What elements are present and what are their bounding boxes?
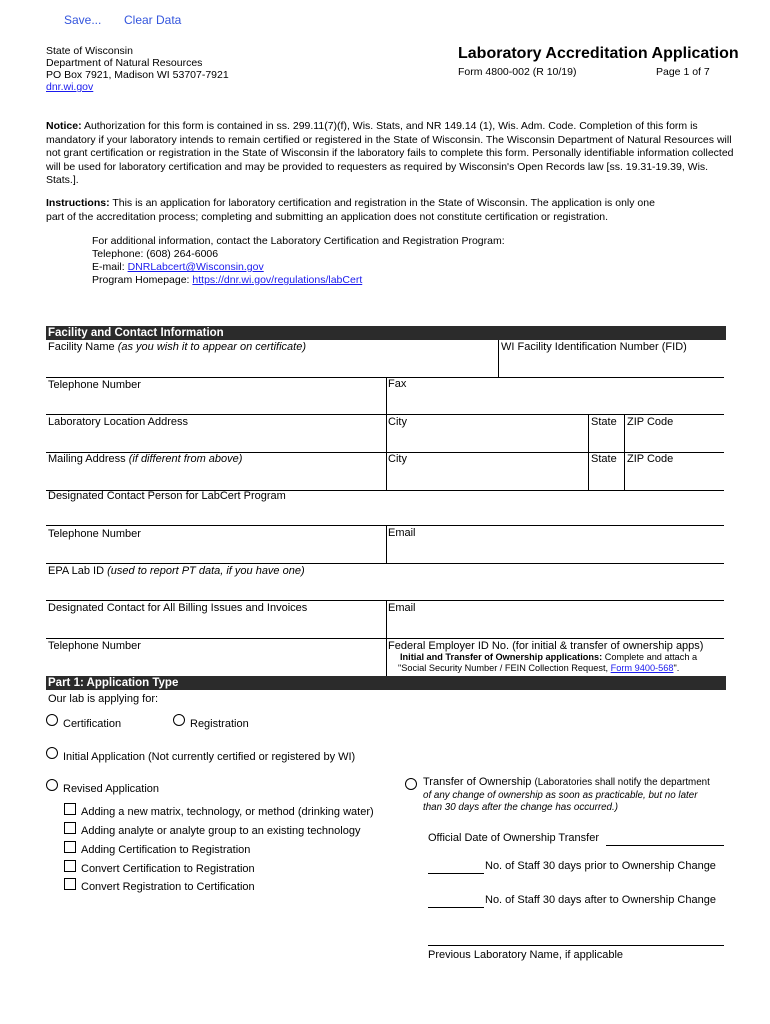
notice-paragraph [46, 120, 736, 188]
revised-option-label: Adding a new matrix, technology, or method (drinking water) [81, 806, 374, 818]
fein-note-bold: Initial and Transfer of Ownership applications: [400, 652, 603, 662]
contact-telephone-label[interactable]: Telephone Number [48, 528, 141, 540]
form-number: Form 4800-002 (R 10/19) [458, 66, 577, 78]
fein-note-end: ". [673, 663, 680, 673]
certification-radio[interactable] [46, 714, 58, 726]
zip-label[interactable]: ZIP Code [627, 416, 674, 428]
staff-prior-field[interactable] [428, 873, 484, 874]
revised-option-checkbox[interactable] [64, 822, 76, 834]
staff-prior-label: No. of Staff 30 days prior to Ownership Change [485, 860, 716, 872]
contact-email-line [92, 261, 264, 274]
transfer-note-1: (Laboratories shall notify the department [534, 777, 710, 788]
divider [46, 638, 724, 639]
staff-after-label: No. of Staff 30 days after to Ownership Change [485, 894, 716, 906]
mailing-address-note: (if different from above) [128, 453, 243, 465]
transfer-ownership-label [423, 776, 710, 788]
revised-application-radio[interactable] [46, 779, 58, 791]
certification-label: Certification [63, 718, 122, 730]
fid-label[interactable]: WI Facility Identification Number (FID) [501, 341, 687, 353]
instructions-label: Instructions: [46, 197, 110, 209]
billing-telephone-label[interactable]: Telephone Number [48, 640, 141, 652]
contact-homepage-link[interactable]: https://dnr.wi.gov/regulations/labCert [192, 274, 363, 286]
agency-link[interactable]: dnr.wi.gov [46, 81, 94, 93]
registration-label: Registration [190, 718, 249, 730]
revised-option-checkbox[interactable] [64, 878, 76, 890]
revised-option-label: Convert Registration to Certification [81, 881, 255, 893]
fax-label[interactable]: Fax [388, 378, 407, 390]
divider [46, 563, 724, 564]
previous-name-field[interactable] [428, 945, 724, 946]
facility-name-label[interactable] [48, 341, 306, 353]
mailing-state-label[interactable]: State [591, 453, 617, 465]
fein-note-line-2 [398, 663, 679, 673]
page-number: Page 1 of 7 [656, 66, 710, 78]
mailing-address-label[interactable] [48, 453, 242, 465]
notice-label: Notice: [46, 120, 82, 132]
form-title: Laboratory Accreditation Application [458, 45, 739, 62]
billing-email-label[interactable]: Email [388, 602, 416, 614]
city-label[interactable]: City [388, 416, 407, 428]
registration-radio[interactable] [173, 714, 185, 726]
revised-option-label: Convert Certification to Registration [81, 863, 255, 875]
facility-name-note: (as you wish it to appear on certificate) [117, 341, 306, 353]
official-date-label: Official Date of Ownership Transfer [428, 832, 599, 844]
divider [386, 525, 387, 563]
fein-note-text-2: "Social Security Number / FEIN Collection Request, [398, 663, 611, 673]
part1-prompt: Our lab is applying for: [48, 693, 159, 705]
divider [46, 377, 724, 378]
facility-name-text: Facility Name [48, 341, 115, 353]
revised-option-label: Adding analyte or analyte group to an existing technology [81, 825, 361, 837]
staff-after-field[interactable] [428, 907, 484, 908]
instructions-text: This is an application for laboratory certification and registration in the State of Wisconsin. The application is only one part of the accreditation process; completing and submitting an application does not constitute certification or registration. [46, 197, 655, 223]
clear-data-button[interactable]: Clear Data [124, 13, 182, 27]
transfer-note-3: than 30 days after the change has occurred.) [423, 802, 618, 813]
facility-section-header: Facility and Contact Information [46, 326, 726, 340]
revised-option-checkbox[interactable] [64, 860, 76, 872]
contact-telephone: Telephone: (608) 264-6006 [92, 248, 219, 260]
epa-lab-id-text: EPA Lab ID [48, 565, 105, 577]
agency-line-3: PO Box 7921, Madison WI 53707-7921 [46, 69, 229, 81]
agency-line-1: State of Wisconsin [46, 45, 133, 57]
contact-email-prefix: E-mail: [92, 261, 128, 273]
revised-option-checkbox[interactable] [64, 803, 76, 815]
fein-label[interactable]: Federal Employer ID No. (for initial & transfer of ownership apps) [388, 640, 704, 652]
agency-line-2: Department of Natural Resources [46, 57, 203, 69]
epa-lab-id-label[interactable] [48, 565, 305, 577]
state-label[interactable]: State [591, 416, 617, 428]
initial-application-label: Initial Application (Not currently certified or registered by WI) [63, 751, 356, 763]
revised-option-label: Adding Certification to Registration [81, 844, 251, 856]
location-address-label[interactable]: Laboratory Location Address [48, 416, 189, 428]
divider [498, 340, 499, 377]
divider [46, 525, 724, 526]
epa-lab-id-note: (used to report PT data, if you have one) [107, 565, 305, 577]
revised-application-label: Revised Application [63, 783, 160, 795]
notice-text: Authorization for this form is contained in ss. 299.11(7)(f), Wis. Stats, and NR 149.14 (1), Wis. Adm. Code. Completion of this form is mandatory if your laboratory intends to remain certified or registered in the State of Wisconsin. The Wisconsin Department of Natural Resources will not grant certification or registration in the State of Wisconsin if the laboratory fails to complete this form. Personally identifiable information collected will be used for laboratory certification and may be provided to requesters as required by Wisconsin's Open Records law [ss. 19.31-19.39, Wis. Stats.]. [46, 120, 734, 186]
billing-contact-label[interactable]: Designated Contact for All Billing Issues and Invoices [48, 602, 308, 614]
fein-note-text: Complete and attach a [602, 652, 698, 662]
designated-contact-label[interactable]: Designated Contact Person for LabCert Program [48, 490, 286, 502]
divider [46, 600, 724, 601]
save-button[interactable]: Save... [64, 13, 102, 27]
initial-application-radio[interactable] [46, 747, 58, 759]
contact-email-link[interactable]: DNRLabcert@Wisconsin.gov [127, 261, 264, 273]
contact-email-label[interactable]: Email [388, 527, 416, 539]
transfer-ownership-text: Transfer of Ownership [423, 776, 532, 788]
transfer-ownership-radio[interactable] [405, 778, 417, 790]
divider [386, 377, 387, 414]
mailing-city-label[interactable]: City [388, 453, 407, 465]
transfer-note-2: of any change of ownership as soon as practicable, but no later [423, 790, 698, 801]
divider [46, 414, 724, 415]
telephone-label[interactable]: Telephone Number [48, 379, 141, 391]
fein-note-line-1 [400, 652, 697, 662]
instructions-paragraph [46, 197, 666, 224]
contact-homepage-line [92, 274, 362, 287]
contact-homepage-prefix: Program Homepage: [92, 274, 193, 286]
revised-option-checkbox[interactable] [64, 841, 76, 853]
mailing-address-text: Mailing Address [48, 453, 126, 465]
mailing-zip-label[interactable]: ZIP Code [627, 453, 674, 465]
official-date-field[interactable] [606, 845, 724, 846]
contact-intro: For additional information, contact the Laboratory Certification and Registration Program: [92, 235, 505, 247]
part1-section-header: Part 1: Application Type [46, 676, 726, 690]
fein-form-link[interactable]: Form 9400-568 [610, 663, 674, 673]
previous-name-label: Previous Laboratory Name, if applicable [428, 949, 624, 961]
